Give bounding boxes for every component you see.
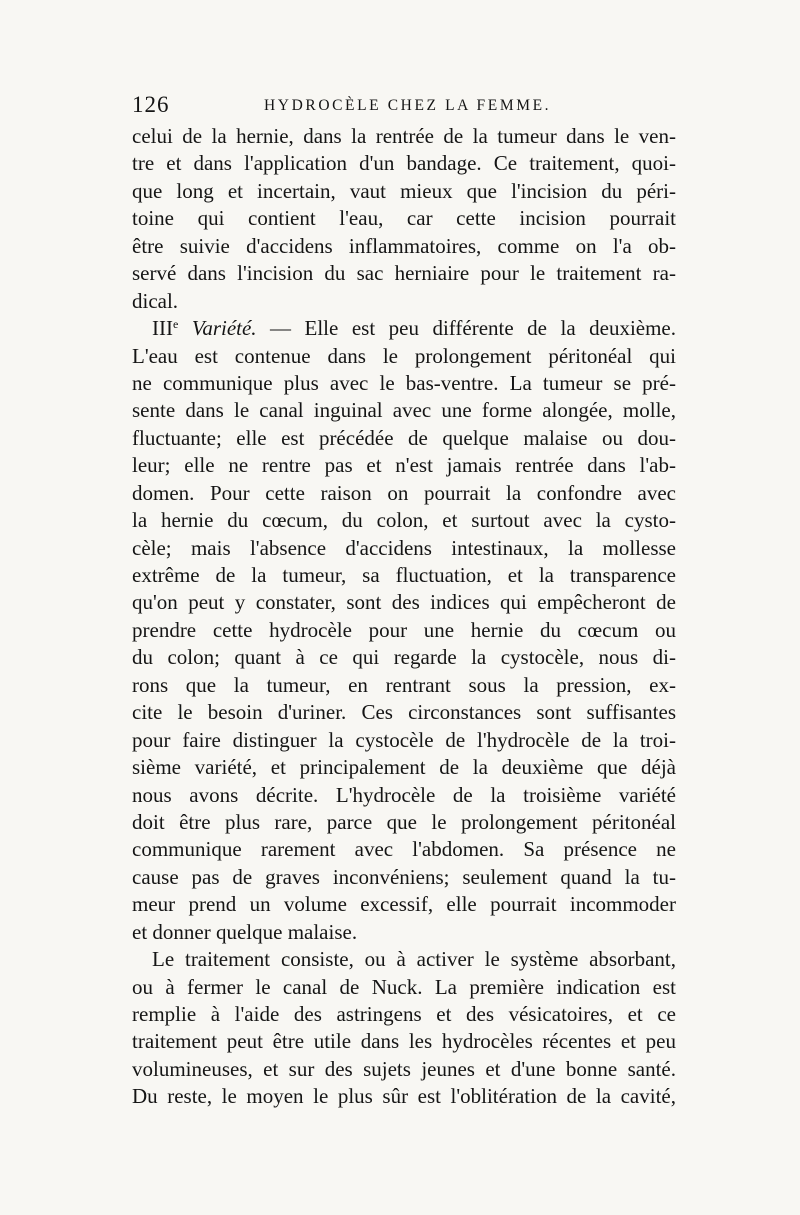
running-head	[132, 92, 692, 122]
text-line: rons que la tumeur, en rentrant sous la pression, ex-	[132, 672, 676, 697]
text-line: que long et incertain, vaut mieux que l'incision du péri-	[132, 178, 676, 203]
text-line: dical.	[132, 288, 179, 313]
text-line: du colon; quant à ce qui regarde la cystocèle, nous di-	[132, 645, 676, 670]
text-line: pour faire distinguer la cystocèle de l'hydrocèle de la troi-	[132, 727, 676, 752]
section-heading-rest: — Elle est peu différente de la deuxième.	[256, 316, 677, 341]
text-line: fluctuante; elle est précédée de quelque malaise ou dou-	[132, 425, 676, 450]
section-ordinal-suffix: e	[172, 317, 179, 332]
running-title: HYDROCÈLE CHEZ LA FEMME.	[264, 97, 552, 114]
text-line: sente dans le canal inguinal avec une forme alongée, molle,	[132, 398, 676, 423]
body-text	[132, 123, 676, 1111]
section-title: Variété.	[191, 316, 257, 341]
text-line: cause pas de graves inconvéniens; seulement quand la tu-	[132, 864, 676, 889]
text-line: meur prend un volume excessif, elle pourrait incommoder	[132, 892, 676, 917]
text-line: cite le besoin d'uriner. Ces circonstances sont suffisantes	[132, 700, 676, 725]
text-line: tre et dans l'application d'un bandage. Ce traitement, quoi-	[132, 151, 676, 176]
page-number: 126	[132, 92, 170, 117]
text-line: doit être plus rare, parce que le prolongement péritonéal	[132, 809, 676, 834]
text-line: qu'on peut y constater, sont des indices qui empêcheront de	[132, 590, 676, 615]
text-line: Le traitement consiste, ou à activer le système absorbant,	[152, 947, 676, 972]
text-line: communique rarement avec l'abdomen. Sa présence ne	[132, 837, 676, 862]
text-line: sième variété, et principalement de la deuxième que déjà	[132, 755, 676, 780]
text-line: être suivie d'accidens inflammatoires, comme on l'a ob-	[132, 233, 676, 258]
text-line: et donner quelque malaise.	[132, 919, 358, 944]
text-line: prendre cette hydrocèle pour une hernie du cœcum ou	[132, 617, 676, 642]
text-line: volumineuses, et sur des sujets jeunes et d'une bonne santé.	[132, 1056, 676, 1081]
text-line: remplie à l'aide des astringens et des vésicatoires, et ce	[132, 1002, 676, 1026]
text-line: L'eau est contenue dans le prolongement péritonéal qui	[132, 343, 676, 368]
text-line: traitement peut être utile dans les hydrocèles récentes et peu	[132, 1029, 676, 1054]
text-line: celui de la hernie, dans la rentrée de la tumeur dans le ven-	[132, 124, 676, 148]
text-line: cèle; mais l'absence d'accidens intestinaux, la mollesse	[132, 535, 676, 560]
section-ordinal: III	[152, 316, 173, 341]
text-line: leur; elle ne rentre pas et n'est jamais rentrée dans l'ab-	[132, 453, 676, 478]
text-line: nous avons décrite. L'hydrocèle de la troisième variété	[132, 782, 676, 807]
text-line: ne communique plus avec le bas-ventre. La tumeur se pré-	[132, 370, 676, 395]
text-line: la hernie du cœcum, du colon, et surtout avec la cysto-	[132, 508, 676, 533]
text-line: servé dans l'incision du sac herniaire pour le traitement ra-	[132, 261, 676, 286]
text-line: extrême de la tumeur, sa fluctuation, et la transparence	[132, 563, 676, 587]
section-heading-line	[132, 315, 676, 342]
text-line: toine qui contient l'eau, car cette incision pourrait	[132, 206, 676, 231]
text-line: ou à fermer le canal de Nuck. La première indication est	[132, 974, 676, 999]
text-line: Du reste, le moyen le plus sûr est l'oblitération de la cavité,	[132, 1084, 676, 1109]
text-line: domen. Pour cette raison on pourrait la confondre avec	[132, 480, 676, 505]
